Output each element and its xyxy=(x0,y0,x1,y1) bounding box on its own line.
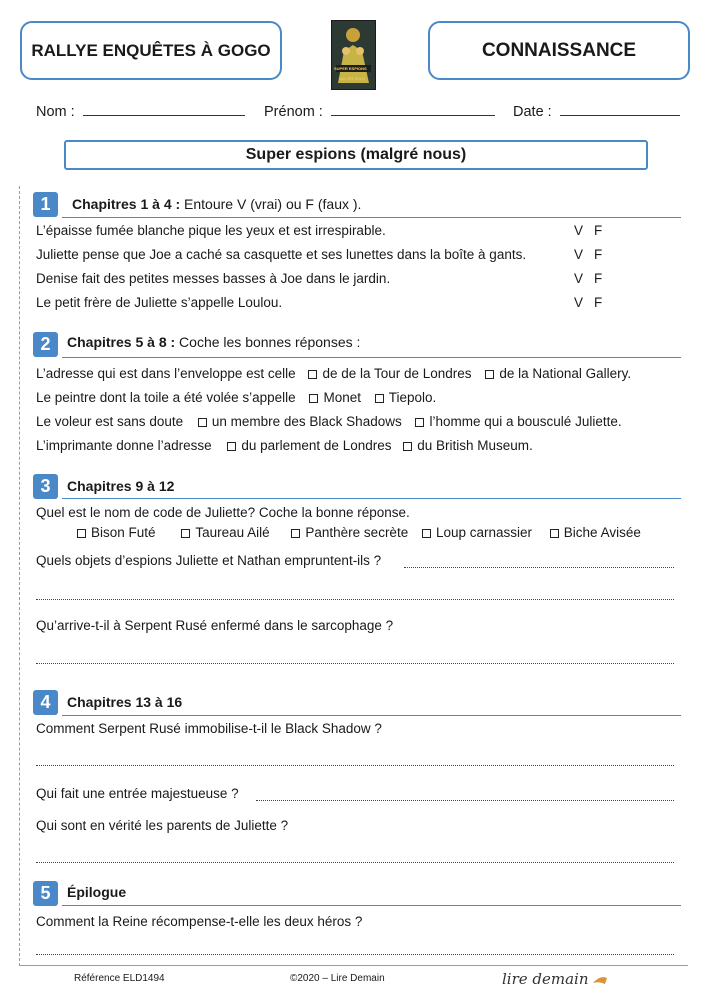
question-2-3-prompt: Le voleur est sans doute xyxy=(36,414,184,429)
section-2-title: Chapitres 5 à 8 : Coche les bonnes réponses : xyxy=(67,334,361,350)
option-2-4-a[interactable]: du parlement de Londres xyxy=(227,438,391,453)
category-box xyxy=(428,21,690,80)
question-3-2: Quels objets d’espions Juliette et Nathan empruntent-ils ? xyxy=(36,553,382,568)
v-choice-2[interactable]: V xyxy=(574,247,584,262)
section-5-number: 5 xyxy=(33,881,58,906)
date-field[interactable] xyxy=(513,103,680,120)
option-2-3-a[interactable]: un membre des Black Shadows xyxy=(198,414,402,429)
code-option-2[interactable]: Taureau Ailé xyxy=(181,525,269,540)
checkbox-icon[interactable] xyxy=(291,529,300,538)
question-2-4-prompt: L’imprimante donne l’adresse xyxy=(36,438,212,453)
code-option-4[interactable]: Loup carnassier xyxy=(422,525,532,540)
checkbox-icon[interactable] xyxy=(422,529,431,538)
nom-field[interactable] xyxy=(36,103,245,120)
section-3-title: Chapitres 9 à 12 xyxy=(67,478,175,494)
section-2-number: 2 xyxy=(33,332,58,357)
section-2-divider xyxy=(62,357,681,358)
rallye-title: RALLYE ENQUÊTES À GOGO xyxy=(31,40,271,60)
question-2-3 xyxy=(36,414,622,429)
answer-line-3-3[interactable] xyxy=(36,662,674,664)
checkbox-icon[interactable] xyxy=(550,529,559,538)
code-name-options xyxy=(77,525,641,540)
f-choice-4[interactable]: F xyxy=(594,295,603,310)
option-2-2-b[interactable]: Tiepolo. xyxy=(375,390,437,405)
checkbox-icon[interactable] xyxy=(403,442,412,451)
section-1-divider xyxy=(62,217,681,218)
option-2-1-b[interactable]: de la National Gallery. xyxy=(485,366,631,381)
question-2-1-prompt: L’adresse qui est dans l’enveloppe est celle xyxy=(36,366,296,381)
option-2-4-b[interactable]: du British Museum. xyxy=(403,438,533,453)
checkbox-icon[interactable] xyxy=(415,418,424,427)
book-title-box xyxy=(64,140,648,170)
section-3-number: 3 xyxy=(33,474,58,499)
prenom-field[interactable] xyxy=(264,103,495,120)
code-option-3[interactable]: Panthère secrète xyxy=(291,525,408,540)
f-choice-1[interactable]: F xyxy=(594,223,603,238)
category-title: CONNAISSANCE xyxy=(481,39,637,61)
date-label: Date : xyxy=(513,104,552,120)
checkbox-icon[interactable] xyxy=(181,529,190,538)
question-4-2: Qui fait une entrée majestueuse ? xyxy=(36,786,239,801)
checkbox-icon[interactable] xyxy=(375,394,384,403)
checkbox-icon[interactable] xyxy=(309,394,318,403)
rallye-title-box xyxy=(20,21,282,80)
prenom-label: Prénom : xyxy=(264,104,323,120)
section-1-number: 1 xyxy=(33,192,58,217)
footer-copyright: ©2020 – Lire Demain xyxy=(290,973,385,984)
option-2-2-a[interactable]: Monet xyxy=(309,390,361,405)
checkbox-icon[interactable] xyxy=(227,442,236,451)
option-2-1-a[interactable]: de de la Tour de Londres xyxy=(308,366,471,381)
footer-brand-logo xyxy=(502,970,607,988)
answer-line-3-2b[interactable] xyxy=(36,598,674,600)
question-2-1 xyxy=(36,366,631,381)
answer-line-4-2[interactable] xyxy=(256,799,674,801)
section-4-divider xyxy=(62,715,681,716)
cover-title-bottom: MALGRÉ NOUS xyxy=(339,77,365,81)
f-choice-2[interactable]: F xyxy=(594,247,603,262)
v-choice-4[interactable]: V xyxy=(574,295,584,310)
footer-brand: lire demain xyxy=(502,970,589,988)
statement-4: Le petit frère de Juliette s’appelle Loulou. xyxy=(36,295,283,310)
prenom-line[interactable] xyxy=(331,103,495,116)
checkbox-icon[interactable] xyxy=(198,418,207,427)
v-choice-3[interactable]: V xyxy=(574,271,584,286)
section-1-title: Chapitres 1 à 4 : Entoure V (vrai) ou F (faux ). xyxy=(72,196,362,212)
section-4-title: Chapitres 13 à 16 xyxy=(67,694,183,710)
v-choice-1[interactable]: V xyxy=(574,223,584,238)
answer-line-3-2a[interactable] xyxy=(404,566,674,568)
book-title: Super espions (malgré nous) xyxy=(245,146,467,163)
question-2-2 xyxy=(36,390,436,405)
nom-label: Nom : xyxy=(36,104,75,120)
section-5-title: Épilogue xyxy=(67,884,127,900)
question-4-1: Comment Serpent Rusé immobilise-t-il le Black Shadow ? xyxy=(36,721,382,736)
option-2-3-b[interactable]: l’homme qui a bousculé Juliette. xyxy=(415,414,621,429)
footer-reference: Référence ELD1494 xyxy=(74,973,165,984)
checkbox-icon[interactable] xyxy=(77,529,86,538)
book-icon xyxy=(593,975,607,985)
statement-2: Juliette pense que Joe a caché sa casquette et ses lunettes dans la boîte à gants. xyxy=(36,247,527,262)
question-4-3: Qui sont en vérité les parents de Juliette ? xyxy=(36,818,289,833)
f-choice-3[interactable]: F xyxy=(594,271,603,286)
answer-line-5-1[interactable] xyxy=(36,953,674,955)
statement-3: Denise fait des petites messes basses à Joe dans le jardin. xyxy=(36,271,391,286)
checkbox-icon[interactable] xyxy=(485,370,494,379)
question-5-1: Comment la Reine récompense-t-elle les deux héros ? xyxy=(36,914,363,929)
date-line[interactable] xyxy=(560,103,680,116)
answer-line-4-1[interactable] xyxy=(36,764,674,766)
answer-line-4-3[interactable] xyxy=(36,861,674,863)
cover-title-top: SUPER ESPIONS xyxy=(334,66,367,71)
statement-1: L’épaisse fumée blanche pique les yeux et est irrespirable. xyxy=(36,223,386,238)
book-cover-image xyxy=(331,20,376,90)
nom-line[interactable] xyxy=(83,103,245,116)
section-3-divider xyxy=(62,498,681,499)
question-2-4 xyxy=(36,438,533,453)
question-3-1: Quel est le nom de code de Juliette? Coche la bonne réponse. xyxy=(36,505,410,520)
checkbox-icon[interactable] xyxy=(308,370,317,379)
code-option-5[interactable]: Biche Avisée xyxy=(550,525,641,540)
section-5-divider xyxy=(62,905,681,906)
code-option-1[interactable]: Bison Futé xyxy=(77,525,156,540)
question-3-3: Qu’arrive-t-il à Serpent Rusé enfermé dans le sarcophage ? xyxy=(36,618,394,633)
question-2-2-prompt: Le peintre dont la toile a été volée s’appelle xyxy=(36,390,296,405)
section-4-number: 4 xyxy=(33,690,58,715)
